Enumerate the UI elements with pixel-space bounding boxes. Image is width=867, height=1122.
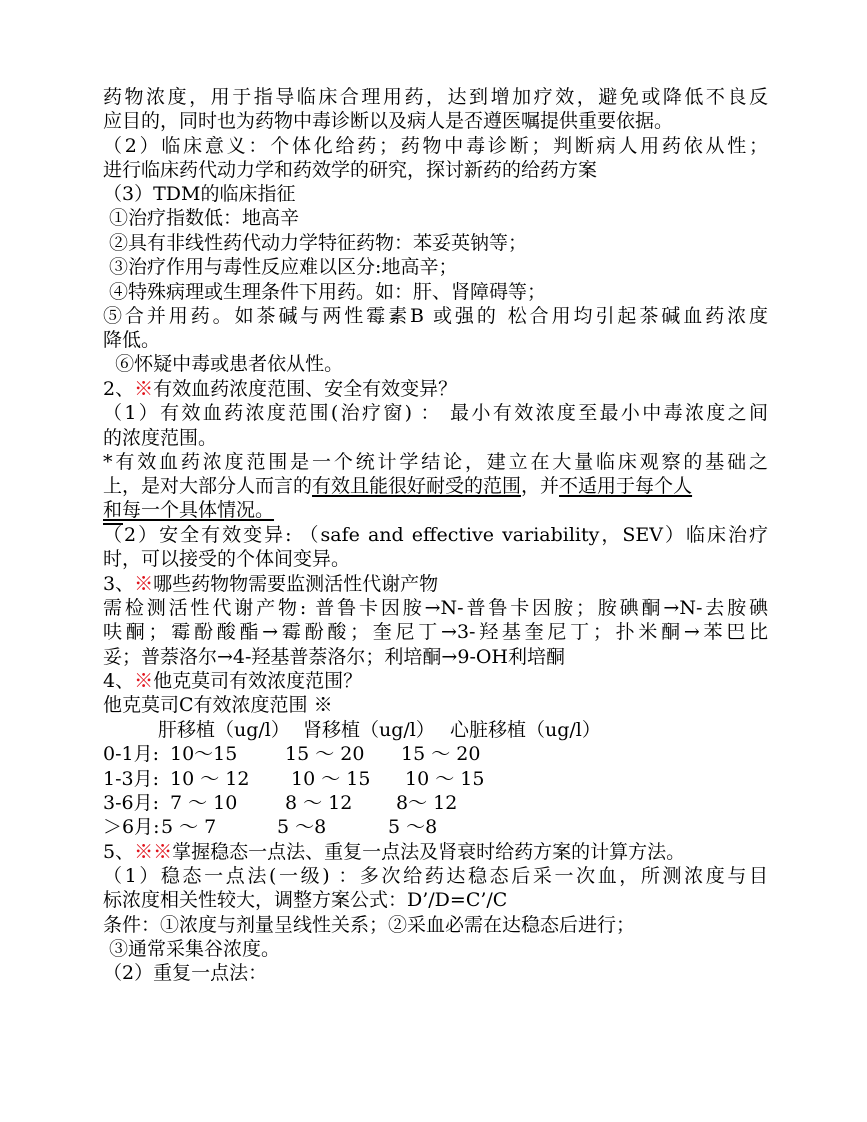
table-header-cell: 肝移植（ug/l）: [158, 719, 290, 741]
table-row: [103, 791, 768, 815]
list-item: ③治疗作用与毒性反应难以区分:地高辛；: [103, 256, 458, 278]
underlined-text: 不适用于每个人: [559, 475, 693, 497]
table-cell: 5 ～ 7: [161, 816, 217, 838]
table-row: [103, 742, 768, 766]
text-line: [103, 498, 768, 522]
text-line: 需检测活性代谢产物: 普鲁卡因胺→N-普鲁卡因胺；胺碘酮→N-去胺碘: [103, 597, 768, 619]
table-row: [103, 767, 768, 791]
text-line: 应目的，同时也为药物中毒诊断以及病人是否遵医嘱提供重要依据。: [103, 110, 674, 132]
important-mark: ※: [134, 670, 154, 692]
text-line: 妥；普萘洛尔→4-羟基普萘洛尔；利培酮→9-OH利培酮: [103, 646, 566, 668]
question-heading: 3、※哪些药物物需要监测活性代谢产物: [103, 573, 439, 595]
text-line: （1）稳态一点法(一级) ：多次给药达稳态后采一次血，所测浓度与目: [103, 865, 768, 887]
table-header-row: [103, 718, 768, 742]
question-heading: 4、※他克莫司有效浓度范围？: [103, 670, 363, 692]
table-cell: 3-6月:: [103, 792, 159, 814]
list-item: ⑥怀疑中毒或患者依从性。: [103, 353, 344, 375]
table-cell: 15 ～ 20: [285, 743, 365, 765]
table-cell: 5 ～8: [277, 816, 327, 838]
table-cell: 10 ～ 15: [405, 768, 485, 790]
text-line: 的浓度范围。: [103, 427, 218, 449]
table-header-cell: 肾移植（ug/l）: [303, 719, 435, 741]
text-line: 降低。: [103, 329, 161, 351]
table-header-cell: 心脏移植（ug/l）: [450, 719, 601, 741]
text-line: *有效血药浓度范围是一个统计学结论，建立在大量临床观察的基础之: [103, 451, 768, 473]
text-line: 进行临床药代动力学和药效学的研究，探讨新药的给药方案: [103, 159, 598, 181]
section-heading: （2）重复一点法：: [103, 962, 268, 984]
table-cell: 5 ～8: [388, 816, 438, 838]
table-cell: 1-3月:: [103, 768, 159, 790]
table-cell: ＞6月:: [103, 816, 160, 838]
text-line: （2）临床意义：个体化给药；药物中毒诊断；判断病人用药依从性；: [103, 135, 768, 157]
table-cell: 10～15: [170, 743, 238, 765]
table-caption: 他克莫司C有效浓度范围 ※: [103, 694, 333, 716]
text-line: 药物浓度，用于指导临床合理用药，达到增加疗效，避免或降低不良反: [103, 86, 768, 108]
text-line: 时，可以接受的个体间变异。: [103, 548, 351, 570]
question-heading: 5、※※掌握稳态一点法、重复一点法及肾衰时给药方案的计算方法。: [103, 841, 686, 863]
text-line: 上，是对大部分人而言的有效且能很好耐受的范围，并不适用于每个人: [103, 475, 693, 497]
underlined-text: 和每一个具体情况。: [103, 499, 275, 521]
text-line: 条件：①浓度与剂量呈线性关系；②采血必需在达稳态后进行；: [103, 914, 636, 936]
section-heading: （3）TDM的临床指征: [103, 183, 296, 205]
list-item: ②具有非线性药代动力学特征药物：苯妥英钠等；: [103, 232, 528, 254]
question-heading: 2、※有效血药浓度范围、安全有效变异？: [103, 378, 458, 400]
list-item: ①治疗指数低：地高辛: [103, 207, 300, 229]
table-cell: 8 ～ 12: [285, 792, 353, 814]
important-mark: ※: [134, 573, 154, 595]
text-line: 呋酮；霉酚酸酯→霉酚酸；奎尼丁→3-羟基奎尼丁；扑米酮→苯巴比: [103, 621, 768, 643]
table-cell: 0-1月:: [103, 743, 159, 765]
text-line: （2）安全有效变异: （safe and effective variability，SEV）临床治疗: [103, 524, 768, 546]
table-cell: 10 ～ 12: [170, 768, 250, 790]
text-line: 标浓度相关性较大，调整方案公式：D’/D=C’/C: [103, 889, 508, 911]
table-cell: 15 ～ 20: [401, 743, 481, 765]
text-line: （1）有效血药浓度范围(治疗窗) ： 最小有效浓度至最小中毒浓度之间: [103, 402, 768, 424]
table-row: [103, 815, 768, 839]
list-item: ⑤合并用药。如茶碱与两性霉素B 或强的 松合用均引起茶碱血药浓度: [103, 305, 768, 327]
text-line: ③通常采集谷浓度。: [103, 938, 281, 960]
list-item: ④特殊病理或生理条件下用药。如：肝、肾障碍等；: [103, 281, 547, 303]
important-mark: ※: [134, 378, 154, 400]
table-cell: 8～ 12: [396, 792, 458, 814]
underlined-text: 有效且能很好耐受的范围: [312, 475, 522, 497]
table-cell: 7 ～ 10: [170, 792, 238, 814]
table-cell: 10 ～ 15: [291, 768, 371, 790]
important-mark: ※※: [134, 841, 173, 863]
